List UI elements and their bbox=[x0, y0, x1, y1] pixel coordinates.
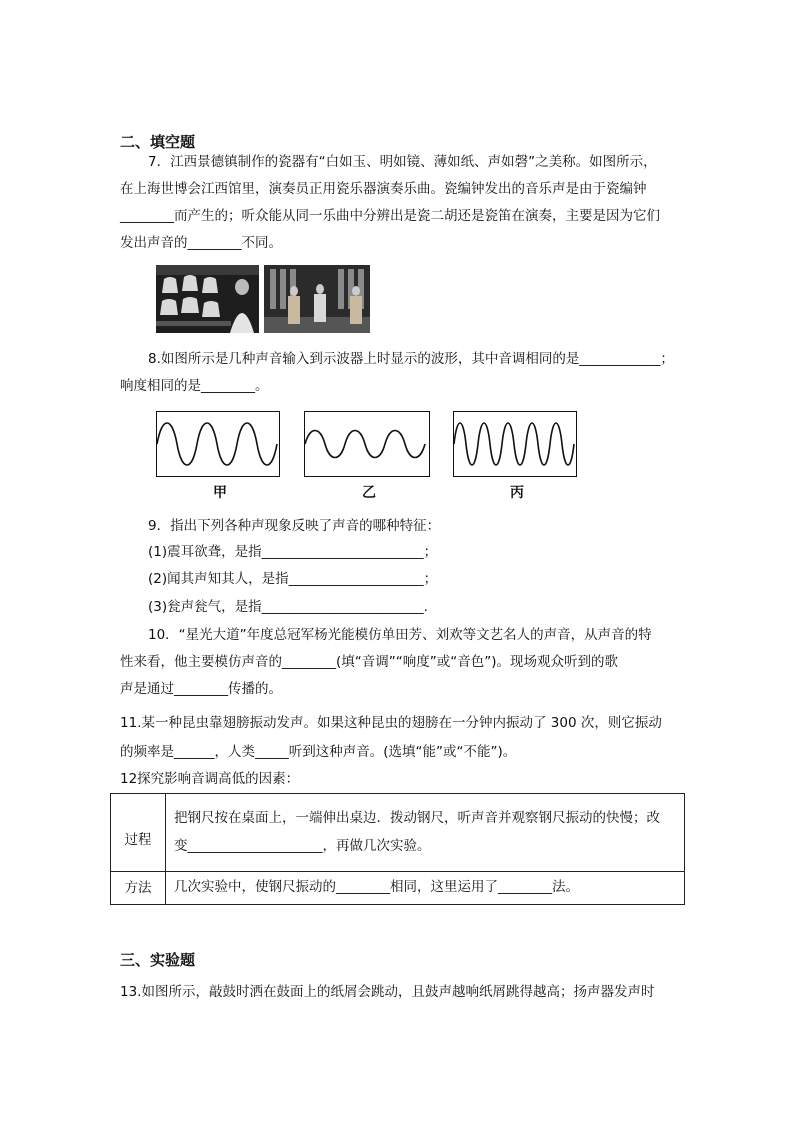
q9-item-1: (1)震耳欲聋，是指________________________； bbox=[148, 544, 438, 560]
table-row bbox=[111, 872, 685, 905]
q10-line-1: 10．“星光大道”年度总冠军杨光能模仿单田芳、刘欢等文艺名人的声音，从声音的特 bbox=[148, 627, 652, 643]
q8-line-2: 响度相同的是________。 bbox=[120, 378, 269, 394]
q12-intro: 12探究影响音调高低的因素： bbox=[120, 771, 300, 787]
q8-line-1: 8.如图所示是几种声音输入到示波器上时显示的波形，其中音调相同的是____________； bbox=[148, 351, 674, 367]
q10-line-2: 性来看，他主要模仿声音的________(填“音调”“响度”或“音色”)。现场观众听到的歌 bbox=[120, 654, 618, 670]
row-value-method: 几次实验中，使钢尺振动的________相同，这里运用了________法。 bbox=[166, 872, 685, 905]
section-title: 二、填空题 bbox=[120, 133, 196, 151]
q11-line-2: 的频率是______，人类_____听到这种声音。(选填“能”或“不能”)。 bbox=[120, 744, 517, 760]
waveform-yi bbox=[304, 411, 430, 477]
q13-line-1: 13.如图所示，敲鼓时洒在鼓面上的纸屑会跳动，且鼓声越响纸屑跳得越高；扬声器发声时 bbox=[120, 984, 655, 1000]
section-title: 三、实验题 bbox=[120, 951, 196, 969]
process-line-2: 变____________________，再做几次实验。 bbox=[174, 838, 431, 854]
waveform-label-yi: 乙 bbox=[362, 485, 376, 501]
q7-line-2: 在上海世博会江西馆里，演奏员正用瓷乐器演奏乐曲。瓷编钟发出的音乐声是由于瓷编钟 bbox=[120, 181, 647, 197]
row-key-method: 方法 bbox=[111, 872, 166, 905]
q11-line-1: 11.某一种昆虫靠翅膀振动发声。如果这种昆虫的翅膀在一分钟内振动了 300 次，则它振动 bbox=[120, 715, 662, 731]
waveform-jia bbox=[156, 411, 280, 477]
q9-intro: 9．指出下列各种声现象反映了声音的哪种特征： bbox=[148, 518, 441, 534]
porcelain-erhu-flute-photo bbox=[264, 265, 370, 333]
waveform-label-bing: 丙 bbox=[510, 485, 524, 501]
waveform-label-jia: 甲 bbox=[213, 485, 227, 501]
table-row bbox=[111, 794, 685, 872]
q10-line-3: 声是通过________传播的。 bbox=[120, 681, 282, 697]
experiment-table bbox=[110, 793, 685, 905]
q9-item-2: (2)闻其声知其人，是指____________________； bbox=[148, 571, 438, 587]
row-value-process bbox=[166, 794, 685, 872]
waveform-bing bbox=[453, 411, 577, 477]
porcelain-bells-photo bbox=[156, 265, 259, 333]
q9-item-3: (3)瓮声瓮气，是指________________________. bbox=[148, 599, 428, 615]
row-key-process: 过程 bbox=[111, 794, 166, 872]
q7-line-1: 7．江西景德镇制作的瓷器有“白如玉、明如镜、薄如纸、声如磬”之美称。如图所示， bbox=[148, 154, 657, 170]
process-line-1: 把钢尺按在桌面上，一端伸出桌边．拨动钢尺，听声音并观察钢尺振动的快慢；改 bbox=[174, 810, 660, 826]
q7-line-3: ________而产生的；听众能从同一乐曲中分辨出是瓷二胡还是瓷笛在演奏，主要是因为它们 bbox=[120, 208, 660, 224]
q7-line-4: 发出声音的________不同。 bbox=[120, 235, 282, 251]
